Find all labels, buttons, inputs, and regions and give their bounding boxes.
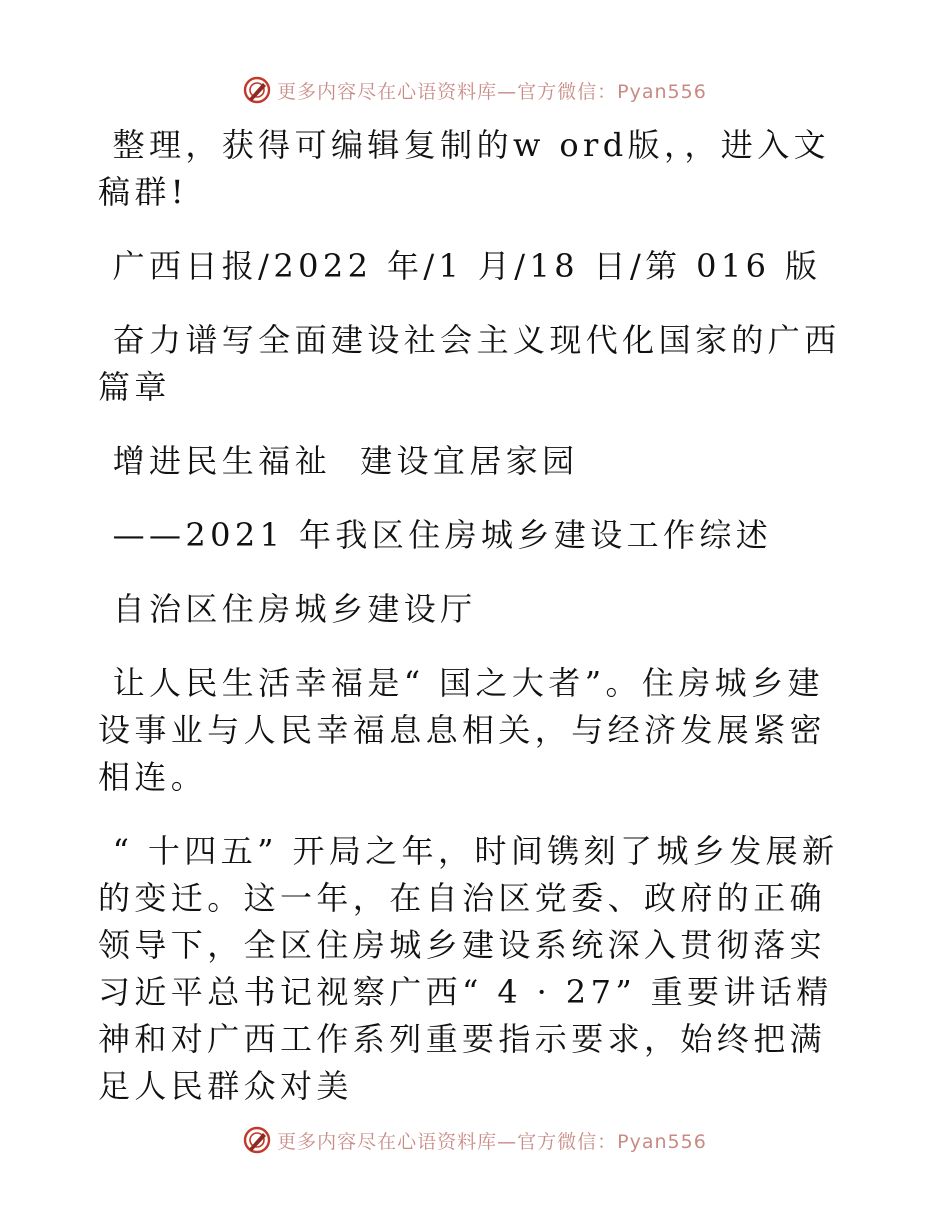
page-footer-watermark bbox=[0, 1122, 950, 1158]
paragraph-body-intro: 让人民生活幸福是“ 国之大者”。住房城乡建设事业与人民幸福息息相关，与经济发展紧密相连。 bbox=[98, 664, 827, 796]
watermark-text: 更多内容尽在心语资料库—官方微信：Pyan556 bbox=[277, 80, 707, 103]
document-body bbox=[98, 122, 858, 1110]
paragraph-source-line: 广西日报/2022 年/1 月/18 日/第 016 版 bbox=[98, 247, 822, 285]
watermark-text: 更多内容尽在心语资料库—官方微信：Pyan556 bbox=[277, 1130, 707, 1153]
paragraph-headline: 增进民生福祉 建设宜居家园 bbox=[98, 442, 579, 480]
paragraph-body-main: “ 十四五” 开局之年，时间镌刻了城乡发展新的变迁。这一年，在自治区党委、政府的正确领导下，全区住房城乡建设系统深入贯彻落实习近平总书记视察广西“ 4 · 27” 重要讲话精神和对广西工作系列重要指示要求，始终把满足人民群众对美 bbox=[98, 832, 839, 1105]
paragraph-series-title: 奋力谱写全面建设社会主义现代化国家的广西篇章 bbox=[98, 321, 841, 406]
paragraph-author: 自治区住房城乡建设厅 bbox=[98, 590, 477, 628]
paragraph-notice: 整理，获得可编辑复制的w ord版，，进入文稿群! bbox=[98, 126, 830, 211]
paragraph-subheadline: ——2021 年我区住房城乡建设工作综述 bbox=[98, 516, 773, 554]
red-seal-pen-icon bbox=[243, 76, 271, 104]
red-seal-pen-icon bbox=[243, 1126, 271, 1154]
page-header-watermark bbox=[0, 72, 950, 108]
